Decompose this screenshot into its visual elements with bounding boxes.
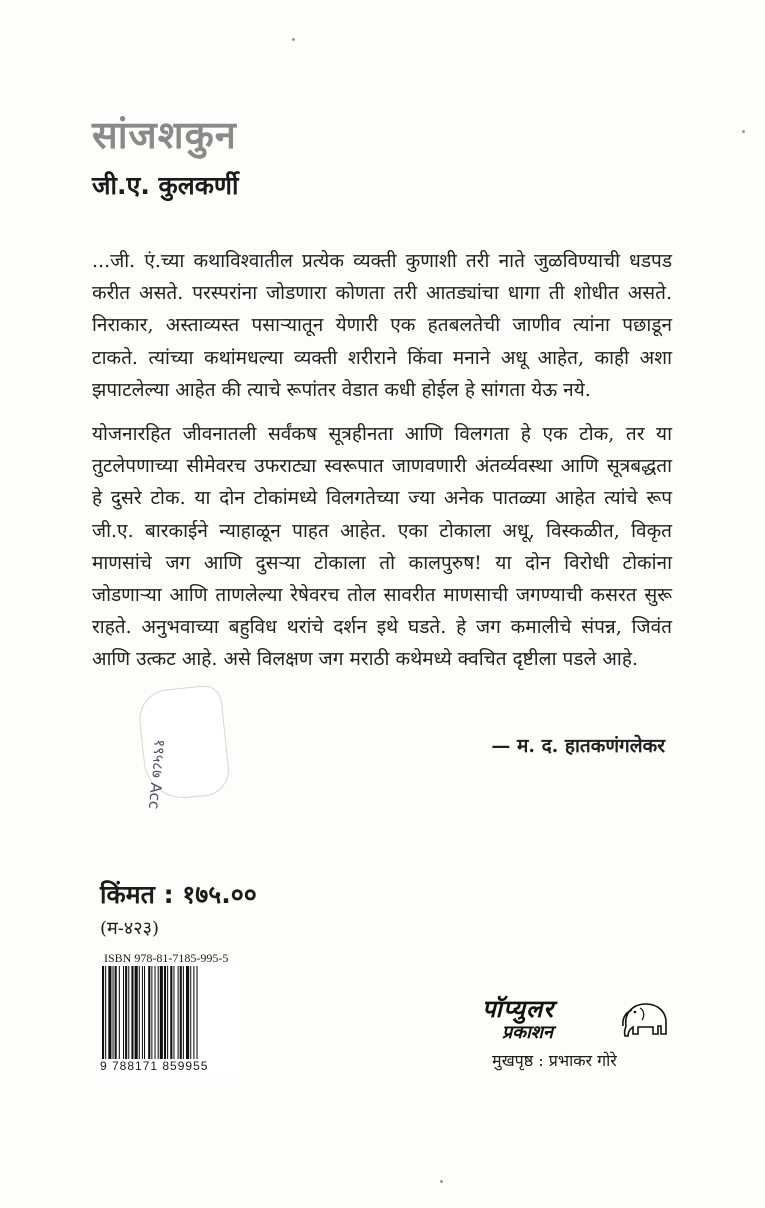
handwritten-note: १९५८७ Acc — [144, 738, 170, 810]
barcode-bar — [151, 966, 152, 1060]
blurb-attribution: — म. द. हातकणंगलेकर — [491, 735, 665, 757]
catalog-code: (म-४२३) — [100, 918, 159, 939]
price: किंमत : १७५.०० — [100, 880, 257, 909]
publisher-name: पॉप्युलर — [482, 995, 555, 1023]
barcode-bar — [119, 966, 120, 1060]
barcode-bar — [113, 966, 114, 1060]
barcode-bar — [128, 966, 129, 1060]
publisher-subname: प्रकाशन — [502, 1022, 553, 1043]
barcode-number: 9 788171 859955 — [100, 1059, 240, 1073]
book-author: जी.ए. कुलकर्णी — [92, 171, 239, 200]
blurb-paragraph: योजनारहित जीवनातली सर्वंकष सूत्रहीनता आणि विलगता हे एक टोक, तर या तुटलेपणाच्या सीमेवरच उफराट्या स्वरूपात जाणवणारी अंतर्व्यवस्था आणि सूत्रबद्धता हे दुसरे टोक. या दोन टोकांमध्ये विलगतेच्या ज्या अनेक पातळ्या आहेत त्यांचे रूप जी.ए. बारकाईने न्याहाळून पाहत आहेत. एका टोकाला अधू, विस्कळीत, विकृत माणसांचे जग आणि दुसऱ्या टोकाला तो कालपुरुष! या दोन विरोधी टोकांना जोडणाऱ्या आणि ताणलेल्या रेषेवरच तोल सावरीत माणसाची जगण्याची कसरत सुरू राहते. अनुभवाच्या बहुविध थरांचे दर्शन इथे घडते. हे जग कमालीचे संपन्न, जिवंत आणि उत्कट आहे. असे विलक्षण जग मराठी कथेमध्ये क्वचित दृष्टीला पडले आहे. — [92, 423, 672, 671]
book-title: सांजशकुन — [92, 113, 237, 157]
barcode-bar — [131, 966, 133, 1060]
barcode-bar — [139, 966, 140, 1060]
paper-speck — [440, 1180, 443, 1183]
barcode-bar — [186, 966, 189, 1060]
barcode-bar — [123, 966, 124, 1060]
barcode-bar — [125, 966, 127, 1060]
barcode-bar — [158, 966, 159, 1060]
barcode-bar — [160, 966, 163, 1060]
barcode-bar — [115, 966, 117, 1060]
barcode-bar — [170, 966, 172, 1060]
barcode-bar — [167, 966, 168, 1060]
barcode-bar — [135, 966, 138, 1060]
barcode-bar — [178, 966, 179, 1060]
barcode-bar — [155, 966, 156, 1060]
cover-credit: मुखपृष्ठ : प्रभाकर गोरे — [492, 1051, 617, 1070]
barcode-bar — [144, 966, 145, 1060]
barcode-bar — [193, 966, 194, 1060]
barcode-bar — [173, 966, 174, 1060]
barcode-bar — [190, 966, 191, 1060]
barcode-bar — [148, 966, 150, 1060]
barcode-bar — [105, 966, 106, 1060]
isbn-label: ISBN 978-81-7185-995-5 — [104, 951, 229, 965]
barcode-bar — [142, 966, 143, 1060]
barcode-bars — [100, 966, 240, 1060]
barcode-bar — [108, 966, 111, 1060]
barcode-bar — [183, 966, 184, 1060]
elephant-icon — [618, 996, 672, 1040]
barcode-bar — [197, 966, 198, 1060]
paper-speck — [742, 130, 745, 133]
blurb — [92, 245, 672, 676]
barcode-bar — [164, 966, 166, 1060]
barcode-bar — [180, 966, 182, 1060]
blurb-paragraph: ...जी. एं.च्या कथाविश्वातील प्रत्येक व्यक्ती कुणाशी तरी नाते जुळविण्याची धडपड करीत असते. परस्परांना जोडणारा कोणता तरी आतड्यांचा धागा ती शोधीत असते. निराकार, अस्ताव्यस्त पसाऱ्यातून येणारी एक हतबलतेची जाणीव त्यांना पछाडून टाकते. त्यांच्या कथांमधल्या व्यक्ती शरीराने किंवा मनाने अधू आहेत, काही अशा झपाटलेल्या आहेत की त्याचे रूपांतर वेडात कधी होईल हे सांगता येऊ नये. — [92, 250, 672, 401]
paper-speck — [292, 38, 295, 41]
barcode-bar — [102, 966, 104, 1060]
